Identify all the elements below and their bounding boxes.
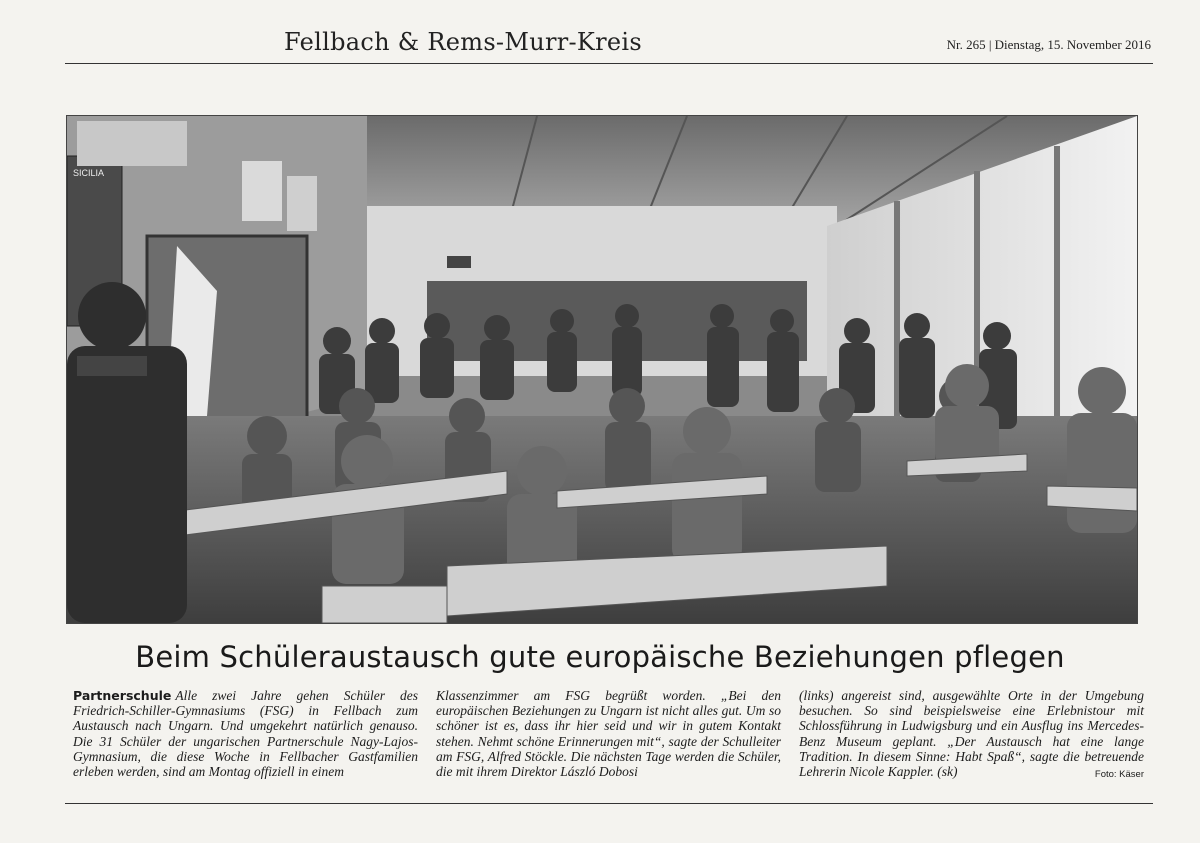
article-kicker: Partnerschule [73, 688, 172, 703]
article-column-2 [436, 688, 781, 779]
photo-illustration [67, 116, 1137, 623]
article-column-1 [73, 688, 418, 779]
header-rule [65, 63, 1153, 64]
article-body [73, 688, 1145, 788]
classroom-photo [66, 115, 1138, 624]
article-text-1: Alle zwei Jahre gehen Schüler des Friedrich-Schiller-Gymnasiums (FSG) in Fellbach zum Austausch nach Ungarn. Und umgekehrt natürlich genauso. Die 31 Schüler der ungarischen Partnerschule Nagy-Lajos-Gymnasium, die diese Woche in Fellbacher Gastfamilien erleben werden, sind am Montag offiziell in einem [73, 688, 418, 780]
issue-info: Nr. 265 | Dienstag, 15. November 2016 [946, 37, 1151, 52]
board-tag: SICILIA [73, 168, 105, 178]
headline: Beim Schüleraustausch gute europäische Beziehungen pflegen [135, 640, 1065, 674]
footer-rule [65, 803, 1153, 804]
article-text-3: (links) angereist sind, ausgewählte Orte in der Umgebung besuchen. So sind beispielsweise eine Erlebnistour mit Schlossführung in Ludwigsburg und ein Ausflug ins Mercedes-Benz Museum geplant. „Der Austausch hat eine lange Tradition. In diesem Sinne: Habt Spaß“, sagte die betreuende Lehrerin Nicole Kappler. (sk) [799, 688, 1144, 780]
article-column-3 [799, 688, 1144, 782]
section-title: Fellbach & Rems-Murr-Kreis [284, 28, 643, 56]
photo-credit: Foto: Käser [1094, 769, 1144, 781]
page-header [0, 0, 1200, 70]
article-text-2: Klassenzimmer am FSG begrüßt worden. „Bei den europäischen Beziehungen zu Ungarn ist nicht alles gut. Um so schöner ist es, dass ihr hier seid und wir in gutem Kontakt stehen. Nehmt schöne Erinnerungen mit“, sagte der Schulleiter am FSG, Alfred Stöckle. Die nächsten Tage werden die Schüler, die mit ihrem Direktor László Dobosi [436, 688, 781, 780]
